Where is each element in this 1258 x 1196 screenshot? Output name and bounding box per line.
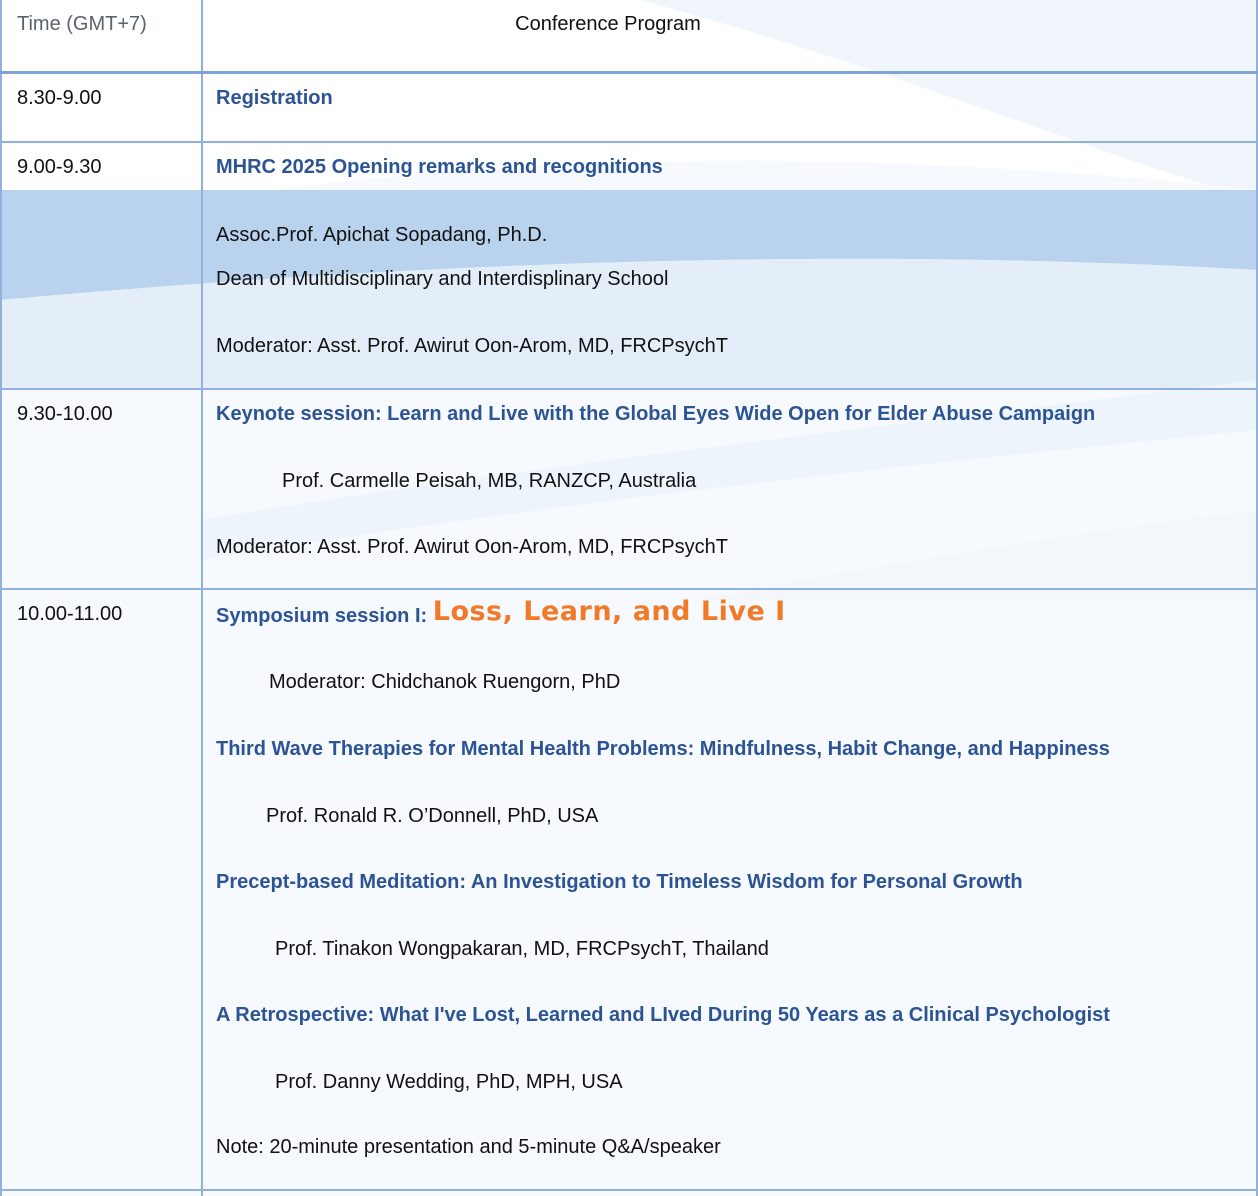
program-column-header: Conference Program bbox=[515, 13, 701, 35]
header-divider bbox=[0, 71, 1258, 74]
session-title: Keynote session: Learn and Live with the Global Eyes Wide Open for Elder Abuse Campaign bbox=[216, 403, 1096, 425]
talk-title: Third Wave Therapies for Mental Health Problems: Mindfulness, Habit Change, and Happiness bbox=[216, 738, 1110, 760]
speaker-affiliation: Dean of Multidisciplinary and Interdisplinary School bbox=[216, 268, 669, 290]
row-time: 9.30-10.00 bbox=[17, 403, 113, 425]
row-divider bbox=[0, 588, 1258, 590]
talk-speaker: Prof. Danny Wedding, PhD, MPH, USA bbox=[275, 1071, 623, 1093]
column-divider bbox=[201, 0, 203, 1196]
talk-speaker: Prof. Tinakon Wongpakaran, MD, FRCPsychT, Thailand bbox=[275, 938, 769, 960]
talk-title: A Retrospective: What I've Lost, Learned and LIved During 50 Years as a Clinical Psychologist bbox=[216, 1004, 1110, 1026]
session-title: Registration bbox=[216, 87, 333, 109]
session-title: MHRC 2025 Opening remarks and recognitions bbox=[216, 156, 663, 178]
row-divider bbox=[0, 388, 1258, 390]
symposium-title-prefix: Symposium session I: bbox=[216, 605, 428, 627]
moderator-line: Moderator: Chidchanok Ruengorn, PhD bbox=[269, 671, 621, 693]
speaker-name: Prof. Carmelle Peisah, MB, RANZCP, Australia bbox=[282, 470, 697, 492]
moderator-line: Moderator: Asst. Prof. Awirut Oon-Arom, MD, FRCPsychT bbox=[216, 536, 728, 558]
symposium-theme-highlight: Loss, Learn, and Live I bbox=[432, 596, 786, 627]
session-note: Note: 20-minute presentation and 5-minute Q&A/speaker bbox=[216, 1136, 721, 1158]
speaker-name: Assoc.Prof. Apichat Sopadang, Ph.D. bbox=[216, 224, 548, 246]
row-time: 10.00-11.00 bbox=[17, 603, 123, 625]
row-divider bbox=[0, 141, 1258, 143]
time-column-header: Time (GMT+7) bbox=[17, 13, 147, 35]
symposium-title bbox=[216, 596, 786, 628]
row-time: 9.00-9.30 bbox=[17, 156, 102, 178]
moderator-line: Moderator: Asst. Prof. Awirut Oon-Arom, MD, FRCPsychT bbox=[216, 335, 728, 357]
table-left-border bbox=[0, 0, 2, 1196]
row-time: 8.30-9.00 bbox=[17, 87, 102, 109]
talk-speaker: Prof. Ronald R. O’Donnell, PhD, USA bbox=[266, 805, 599, 827]
row-divider bbox=[0, 1189, 1258, 1191]
talk-title: Precept-based Meditation: An Investigation to Timeless Wisdom for Personal Growth bbox=[216, 871, 1023, 893]
